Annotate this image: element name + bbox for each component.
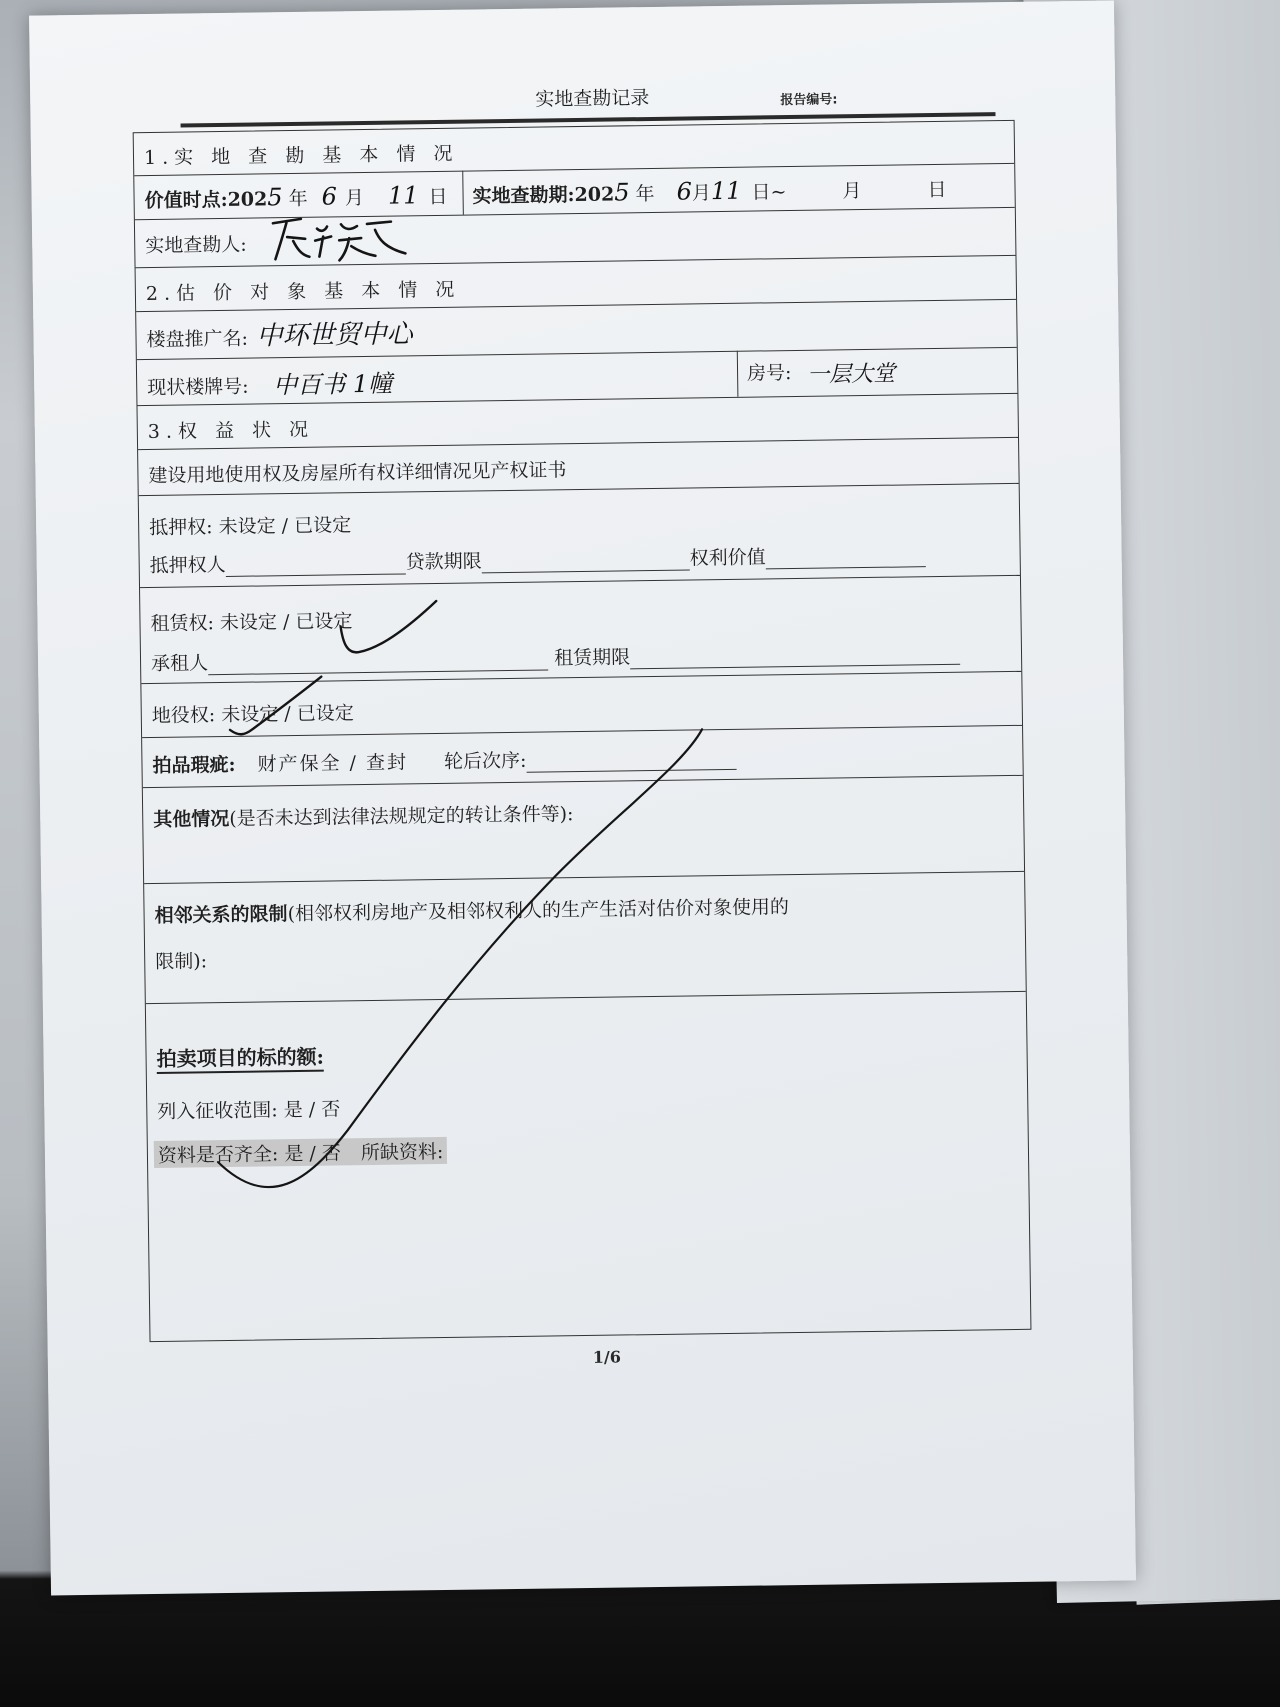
document-title: 实地查勘记录: [535, 87, 650, 111]
year-unit: 年: [288, 187, 308, 211]
survey-year-prefix: 202: [574, 183, 615, 207]
section-title: 2.估 价 对 象 基 本 情 况: [145, 278, 461, 306]
building-number-value: 中百书 1幢: [273, 369, 393, 400]
neighbor-restriction-note: (相邻权利房地产及相邻权利人的生产生活对估价对象使用的: [287, 896, 790, 926]
easement-options: 未设定 / 已设定: [221, 702, 354, 727]
surveyor-label: 实地查勘人:: [145, 233, 247, 258]
other-situation-note: (是否未达到法律法规规定的转让条件等):: [229, 803, 574, 830]
expropriation-options: 是 / 否: [283, 1098, 341, 1122]
survey-end-month: 月: [842, 180, 862, 203]
lessee-blank: [208, 649, 548, 675]
expropriation-field: [157, 1094, 340, 1124]
value-date-year-hand: 5: [267, 183, 283, 212]
value-date-label: 价值时点:: [144, 188, 228, 213]
survey-year-hand: 5: [614, 178, 630, 207]
survey-day: 11: [710, 176, 742, 206]
section-title: 1.实 地 查 勘 基 本 情 况: [143, 142, 459, 170]
auction-defect-label: 拍品瑕疵:: [152, 753, 236, 777]
defect-order-blank: [526, 749, 736, 773]
lease-field: [150, 606, 352, 636]
docs-complete-field: [154, 1137, 448, 1168]
lease-term-blank: [630, 644, 960, 670]
building-name-label: 楼盘推广名:: [146, 327, 249, 352]
other-situation-field: [153, 799, 574, 832]
easement-label: 地役权:: [151, 704, 216, 728]
neighbor-restriction-label: 相邻关系的限制: [154, 903, 288, 927]
survey-period-field: [472, 174, 946, 209]
building-name-value: 中环世贸中心: [256, 319, 413, 352]
mortgage-row: [139, 483, 1020, 588]
day-unit: 日: [428, 185, 448, 209]
mortgage-details: [150, 540, 926, 578]
month-unit: 月: [344, 186, 365, 210]
rights-value-blank: [766, 546, 926, 569]
lease-term-label: 租赁期限: [553, 646, 631, 670]
value-date-field: [144, 181, 447, 213]
mortgage-options: 未设定 / 已设定: [218, 514, 352, 539]
survey-to: 日~: [751, 181, 787, 204]
other-situation-row: [143, 775, 1024, 884]
neighbor-restriction-note-2: 限制):: [155, 950, 208, 973]
section-title: 3.权 益 状 况: [147, 418, 315, 444]
loan-term-blank: [482, 549, 690, 573]
lease-row: [140, 575, 1021, 684]
value-date-day: 11: [387, 181, 419, 210]
other-situation-label: 其他情况: [153, 807, 230, 831]
value-date-year-prefix: 202: [227, 188, 268, 211]
value-date-month: 6: [321, 182, 338, 211]
survey-end-day: 日: [927, 178, 947, 202]
room-label: 房号:: [746, 362, 792, 385]
docs-complete-label: 资料是否齐全:: [157, 1143, 279, 1167]
rights-value-label: 权利价值: [689, 546, 766, 570]
column-divider: [737, 351, 739, 397]
missing-docs-label: 所缺资料:: [360, 1140, 444, 1165]
easement-field: [152, 698, 354, 728]
report-number-label: 报告编号:: [780, 92, 838, 109]
mortgage-field: [149, 510, 351, 540]
defect-order-label: 轮后次序:: [443, 749, 527, 773]
document-page: [29, 1, 1136, 1596]
survey-month: 6: [676, 177, 693, 206]
expropriation-label: 列入征收范围:: [157, 1099, 278, 1123]
page-number: 1/6: [592, 1347, 622, 1367]
mortgage-label: 抵押权:: [149, 516, 213, 540]
month-unit: 月: [691, 182, 712, 205]
mortgagee-blank: [226, 553, 406, 577]
survey-period-label: 实地查勘期:: [472, 184, 575, 208]
auction-target-label: 拍卖项目的标的额:: [156, 1041, 324, 1074]
lease-label: 租赁权:: [150, 612, 215, 636]
document-header: [180, 72, 996, 127]
lease-options: 未设定 / 已设定: [219, 610, 353, 635]
year-unit: 年: [635, 182, 655, 206]
auction-defect-field: [152, 743, 736, 778]
neighbor-restriction-row: [144, 871, 1026, 1004]
room-value: 一层大堂: [806, 361, 896, 388]
column-divider: [462, 171, 464, 215]
survey-form: [133, 120, 1032, 1342]
loan-term-label: 贷款期限: [405, 550, 482, 574]
rights-note: 建设用地使用权及房屋所有权详细情况见产权证书: [148, 459, 567, 488]
lease-details: [151, 638, 960, 676]
building-number-label: 现状楼牌号:: [147, 375, 249, 400]
docs-complete-options: 是 / 否: [284, 1142, 342, 1166]
lessee-label: 承租人: [150, 652, 209, 676]
auction-defect-options: 财产保全 / 查封: [257, 751, 409, 776]
mortgagee-label: 抵押权人: [149, 553, 226, 578]
surveyor-signature: [265, 209, 416, 267]
neighbor-restriction-field: [154, 892, 789, 928]
